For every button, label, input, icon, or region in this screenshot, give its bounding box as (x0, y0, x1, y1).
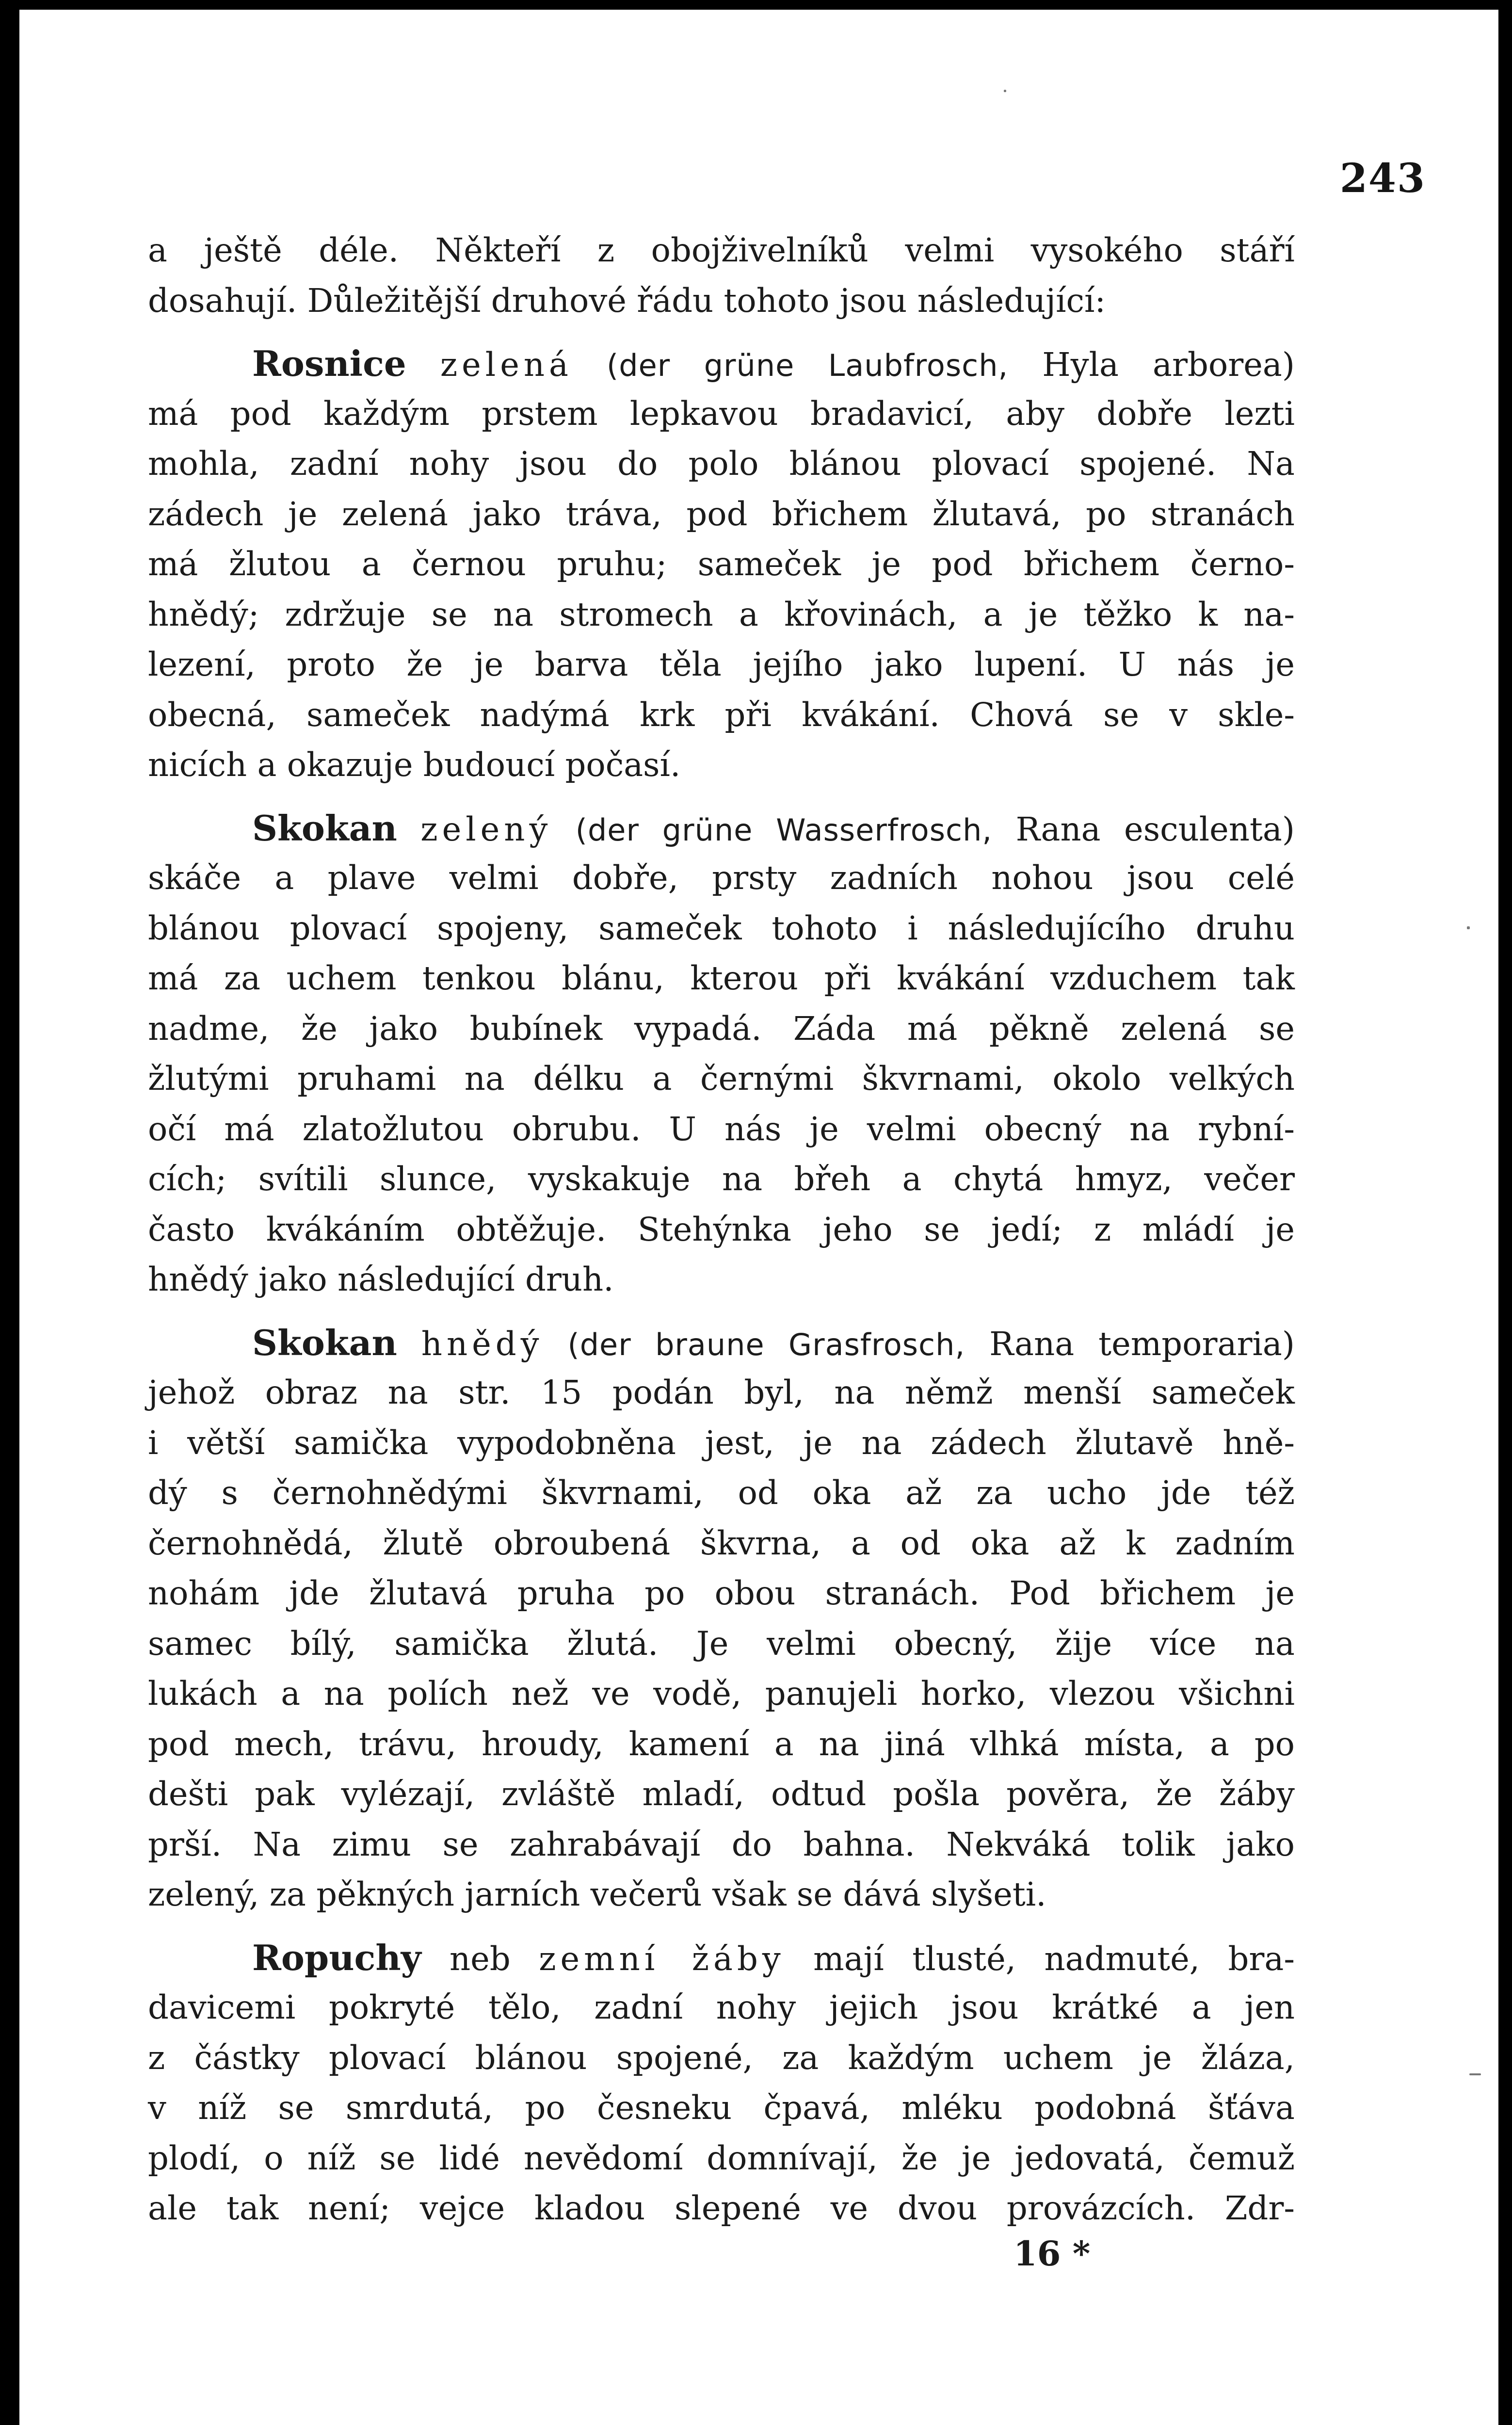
text-line: a ještě déle. Někteří z obojživelníků velmi vysokého stáří (148, 231, 1295, 269)
text-line: očí má zlatožlutou obrubu. U nás je velmi obecný na rybní- (148, 1110, 1295, 1148)
book-page (19, 10, 1498, 2425)
latin-name: Rana temporaria) (965, 1325, 1295, 1363)
species-epithet: zelený (420, 810, 552, 848)
text-line: prší. Na zimu se zahrabávají do bahna. Nekváká tolik jako (148, 1825, 1295, 1863)
text-line: má pod každým prstem lepkavou bradavicí, aby dobře lezti (148, 394, 1295, 433)
text-line: davicemi pokryté tělo, zadní nohy jejich jsou krátké a jen (148, 1988, 1295, 2026)
text-line: nicích a okazuje budoucí počasí. (148, 746, 681, 784)
text-line: dý s černohnědými škvrnami, od oka až za ucho jde též (148, 1474, 1295, 1512)
text-line: žlutými pruhami na délku a černými škvrnami, okolo velkých (148, 1060, 1295, 1098)
species-heading: Skokan (252, 1322, 397, 1363)
body-text (148, 226, 1295, 2234)
text-line: dešti pak vylézají, zvláště mladí, odtud pošla pověra, že žáby (148, 1775, 1295, 1813)
text-line: ale tak není; vejce kladou slepené ve dvou provázcích. Zdr- (148, 2189, 1295, 2227)
species-epithet: zemní žáby (539, 1940, 785, 1978)
text-line: dosahují. Důležitější druhové řádu tohoto jsou následující: (148, 281, 1106, 320)
text-line: zelený, za pěkných jarních večerů však se dává slyšeti. (148, 1875, 1046, 1913)
text-line: samec bílý, samička žlutá. Je velmi obecný, žije více na (148, 1624, 1295, 1663)
scan-speck (1004, 90, 1006, 92)
text-line (148, 1933, 1295, 1983)
german-name: (der grüne Wasserfrosch, (575, 812, 993, 848)
text-line: mohla, zadní nohy jsou do polo blánou plovací spojené. Na (148, 445, 1295, 483)
text-line: nadme, že jako bubínek vypadá. Záda má pěkně zelená se (148, 1009, 1295, 1048)
german-name: (der braune Grasfrosch, (567, 1326, 965, 1362)
text-line: obecná, sameček nadýmá krk při kvákání. Chová se v skle- (148, 695, 1295, 734)
text-line: plodí, o níž se lidé nevědomí domnívají, že je jedovatá, čemuž (148, 2139, 1295, 2177)
text-run: mají tlusté, nadmuté, bra- (785, 1940, 1295, 1978)
text-line: cích; svítili slunce, vyskakuje na břeh a chytá hmyz, večer (148, 1160, 1295, 1198)
text-line: v níž se smrdutá, po česneku čpavá, mléku podobná šťáva (148, 2089, 1295, 2127)
scan-speck (1469, 2073, 1481, 2075)
species-epithet: hnědý (421, 1325, 544, 1363)
german-name: (der grüne Laubfrosch, (607, 348, 1009, 383)
connector-text: neb (421, 1940, 539, 1978)
text-line (148, 803, 1295, 854)
text-line: blánou plovací spojeny, sameček tohoto i následujícího druhu (148, 909, 1295, 947)
text-line: černohnědá, žlutě obroubená škvrna, a od oka až k zadním (148, 1524, 1295, 1562)
species-heading: Skokan (252, 807, 397, 849)
text-line: hnědý jako následující druh. (148, 1261, 614, 1298)
species-heading: Ropuchy (252, 1937, 421, 1978)
text-line: i větší samička vypodobněna jest, je na zádech žlutavě hně- (148, 1423, 1295, 1462)
text-line: skáče a plave velmi dobře, prsty zadních nohou jsou celé (148, 859, 1295, 897)
latin-name: Hyla arborea) (1008, 346, 1295, 384)
text-line: lezení, proto že je barva těla jejího jako lupení. U nás je (148, 646, 1295, 683)
page-number: 243 (1339, 155, 1426, 202)
species-heading: Rosnice (252, 343, 406, 384)
text-line: pod mech, trávu, hroudy, kamení a na jiná vlhká místa, a po (148, 1725, 1295, 1763)
text-line: jehož obraz na str. 15 podán byl, na němž menší sameček (148, 1374, 1295, 1411)
text-line: má za uchem tenkou blánu, kterou při kvákání vzduchem tak (148, 959, 1295, 997)
text-line (148, 339, 1295, 389)
text-line: zádech je zelená jako tráva, pod břichem žlutavá, po stranách (148, 495, 1295, 533)
text-line: nohám jde žlutavá pruha po obou stranách. Pod břichem je (148, 1574, 1295, 1612)
text-line: často kvákáním obtěžuje. Stehýnka jeho se jedí; z mládí je (148, 1210, 1295, 1248)
scan-speck (1467, 926, 1470, 929)
latin-name: Rana esculenta) (992, 810, 1295, 848)
text-line: hnědý; zdržuje se na stromech a křovinách, a je těžko k na- (148, 595, 1295, 633)
signature-mark: 16 * (1013, 2233, 1091, 2274)
species-epithet: zelená (440, 346, 573, 384)
text-line: z částky plovací blánou spojené, za každým uchem je žláza, (148, 2038, 1295, 2077)
text-line (148, 1318, 1295, 1368)
text-line: má žlutou a černou pruhu; sameček je pod břichem černo- (148, 545, 1295, 583)
text-line: lukách a na polích než ve vodě, panujeli horko, vlezou všichni (148, 1675, 1295, 1713)
